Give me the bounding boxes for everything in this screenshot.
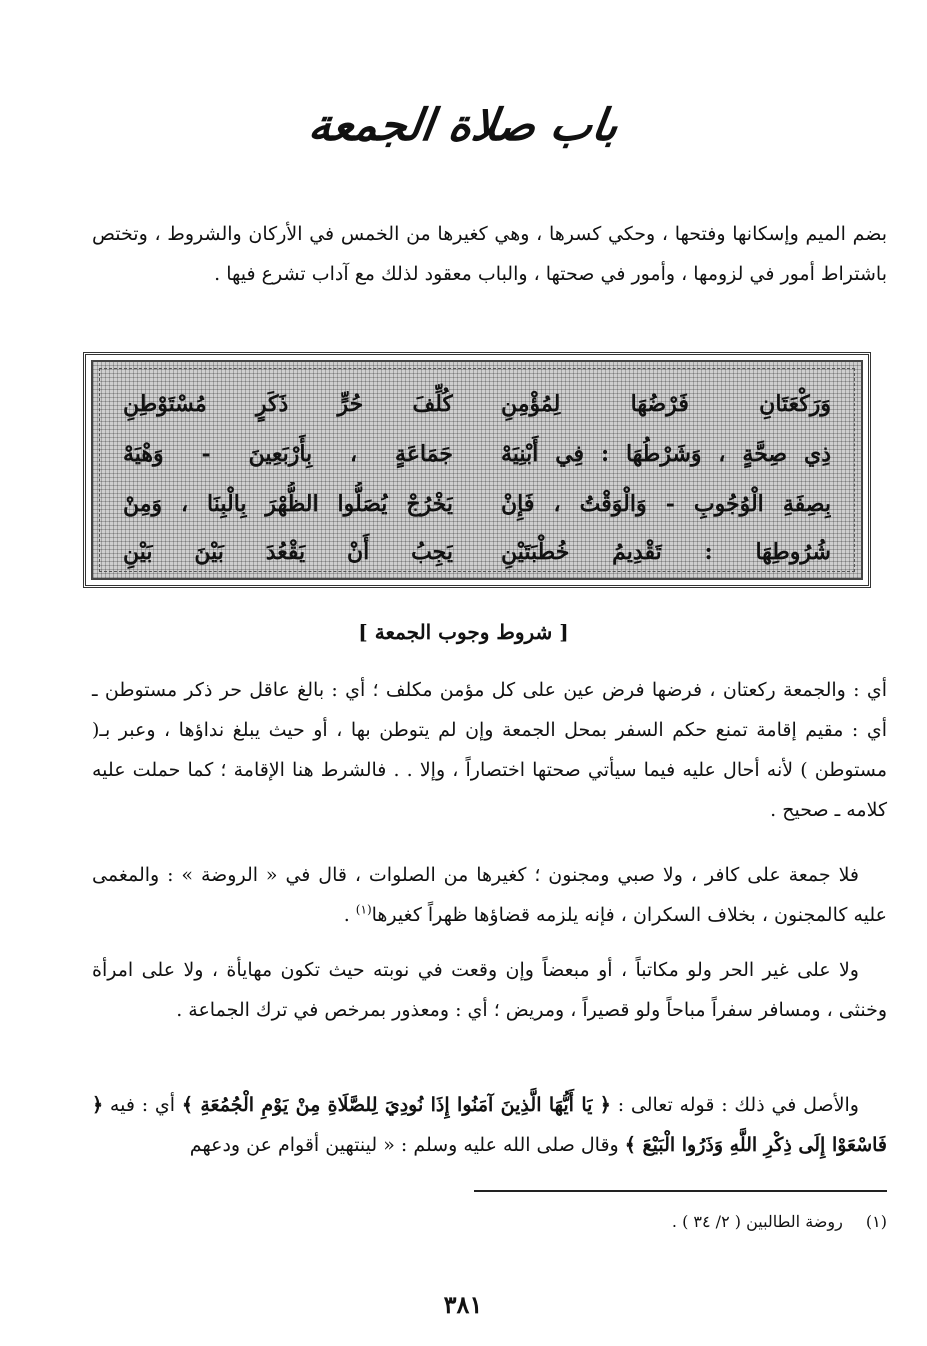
poem-line bbox=[123, 432, 831, 476]
poem-hemistich-second: جَمَاعَةٍ ، بِأَرْبَعِينَ - وَهْيَهْ bbox=[123, 441, 453, 467]
poem-hemistich-first: بِصِفَةِ الْوُجُوبِ - وَالْوَقْتُ ، فَإِنْ bbox=[501, 491, 831, 517]
footnote-number: (١) bbox=[865, 1212, 887, 1231]
paragraph-end: . bbox=[343, 904, 356, 926]
paragraph-text: وقال صلى الله عليه وسلم : « لينتهين أقوام عن ودعهم bbox=[189, 1134, 625, 1156]
quran-verse: ﴿ يَا أَيُّهَا الَّذِينَ آمَنُوا إِذَا نُودِيَ لِلصَّلَاةِ مِنْ يَوْمِ الْجُمُعَةِ ﴾ bbox=[181, 1094, 611, 1116]
poem-line bbox=[123, 382, 831, 426]
footnote bbox=[387, 1208, 887, 1236]
paragraph-text: أي : فيه bbox=[103, 1094, 182, 1116]
poem-frame bbox=[83, 352, 871, 588]
poem-panel bbox=[91, 360, 863, 580]
body-paragraph-4 bbox=[92, 1085, 887, 1165]
poem-line bbox=[123, 482, 831, 526]
poem-hemistich-second: كُلِّفَ حُرٍّ ذَكَرٍ مُسْتَوْطِنِ bbox=[123, 391, 453, 417]
quran-verse: ﴿ فَاسْعَوْا إِلَى ذِكْرِ اللَّهِ وَذَرُوا الْبَيْعَ ﴾ bbox=[92, 1094, 887, 1156]
section-heading: [ شروط وجوب الجمعة ] bbox=[358, 620, 569, 644]
poem-line bbox=[123, 530, 831, 574]
body-paragraph-2 bbox=[92, 855, 887, 935]
poem-hemistich-first: وَرَكْعَتَانِ فَرْضُهَا لِمُؤْمِنِ bbox=[501, 391, 831, 417]
paragraph-text: فلا جمعة على كافر ، ولا صبي ومجنون ؛ كغيرها من الصلوات ، قال في « الروضة » : والمغمى عليه كالمجنون ، بخلاف السكران ، فإنه يلزمه قضاؤها ظهراً كغيرها bbox=[92, 864, 887, 926]
poem-hemistich-second: يَخْرُجْ يُصَلُّوا الظُّهْرَ بِالْبِنَا ، وَمِنْ bbox=[123, 491, 453, 517]
footnote-reference[interactable]: (١) bbox=[355, 902, 372, 917]
body-paragraph-3: ولا على غير الحر ولو مكاتباً ، أو مبعضاً وإن وقعت في نوبته حيث تكون مهايأة ، ولا على امرأة وخنثى ، ومسافر سفراً مباحاً ولو قصيراً ، ومريض ؛ أي : ومعذور بمرخص في ترك الجماعة . bbox=[92, 959, 887, 1021]
body-paragraph-1: أي : والجمعة ركعتان ، فرضها فرض عين على كل مؤمن مكلف ؛ أي : بالغ عاقل حر ذكر مستوطن ـ أي : مقيم إقامة تمنع حكم السفر بمحل الجمعة وإن لم يتوطن بها ، أو حيث يبلغ نداؤها ، وعبر بـ( مستوطن ) لأنه أحال عليه فيما سيأتي صحتها اختصاراً ، وإلا . . فالشرط هنا الإقامة ؛ كما حملت عليه كلامه ـ صحيح . bbox=[92, 679, 887, 821]
footnote-divider bbox=[474, 1190, 887, 1192]
poem-hemistich-second: يَجِبُ أَنْ يَقْعُدَ بَيْنَ بَيْنِ bbox=[123, 539, 453, 565]
poem-hemistich-first: شُرُوطِهَا : تَقْدِيمُ خُطْبَتَيْنِ bbox=[501, 539, 831, 565]
footnote-text: روضة الطالبين ( ٢/ ٣٤ ) . bbox=[671, 1212, 843, 1231]
page-number: ٣٨١ bbox=[443, 1290, 483, 1319]
poem-hemistich-first: ذِي صِحَّةٍ ، وَشَرْطُهَا : فِي أَبْنِيَهْ bbox=[501, 441, 831, 467]
paragraph-text: والأصل في ذلك : قوله تعالى : bbox=[610, 1094, 859, 1116]
intro-paragraph: بضم الميم وإسكانها وفتحها ، وحكي كسرها ، وهي كغيرها من الخمس في الأركان والشروط ، وتختص باشتراط أمور في لزومها ، وأمور في صحتها ، والباب معقود لذلك مع آداب تشرع فيها . bbox=[92, 223, 887, 285]
chapter-title: باب صلاة الجمعة bbox=[305, 100, 622, 151]
